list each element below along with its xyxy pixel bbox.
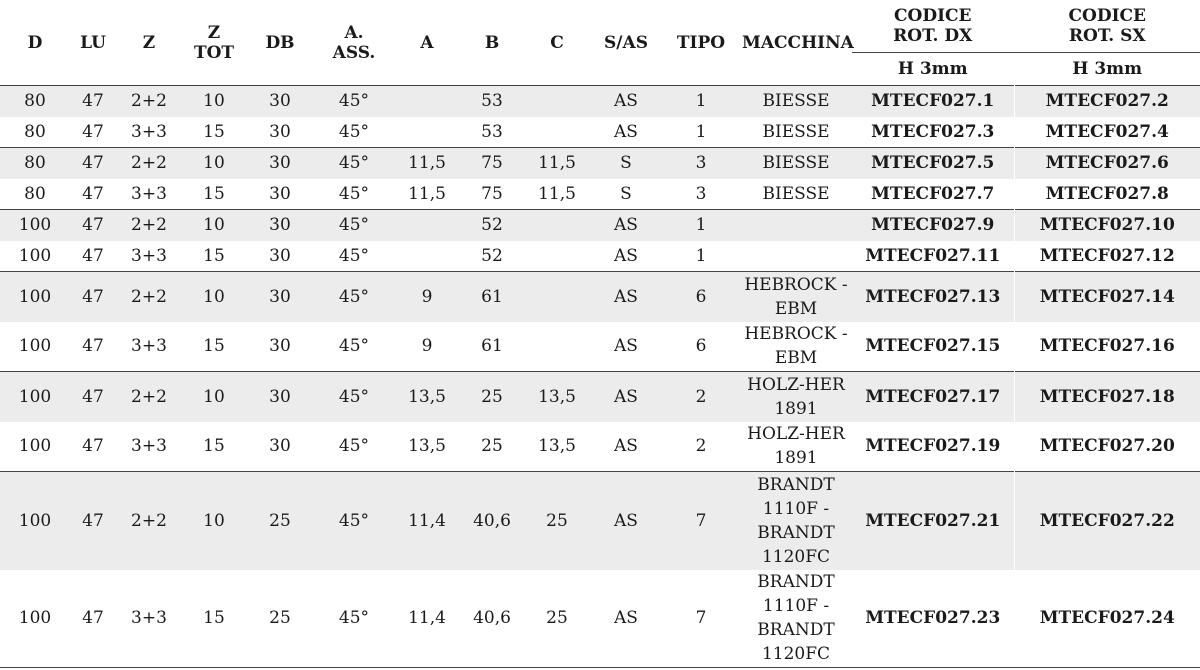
table-row [0, 272, 1200, 322]
cell-aass: 45° [314, 210, 394, 241]
cell-codice-sx: MTECF027.4 [1014, 117, 1200, 148]
header-codice-dx-line2: ROT. DX [893, 26, 973, 46]
cell-macchina [740, 422, 852, 472]
cell-codice-sx: MTECF027.2 [1014, 86, 1200, 117]
cell-tipo: 6 [662, 272, 740, 322]
header-codice-dx [852, 0, 1014, 53]
cell-tipo: 3 [662, 148, 740, 179]
cell-c [524, 86, 590, 117]
header-lu: LU [80, 32, 106, 53]
macchina-line: HOLZ-HER [747, 374, 845, 395]
cell-a: 9 [394, 272, 460, 322]
cell-a [394, 241, 460, 272]
cell-sas: S [590, 148, 662, 179]
cell-z: 3+3 [131, 436, 167, 457]
cell-lu: 47 [82, 121, 104, 142]
cell-sas: AS [614, 336, 638, 357]
cell-macchina [740, 570, 852, 668]
cell-z: 3+3 [131, 183, 167, 204]
macchina-line: BIESSE [762, 183, 830, 204]
cell-a [394, 86, 460, 117]
cell-c: 11,5 [538, 183, 576, 204]
cell-db: 30 [246, 86, 314, 117]
header-z-tot-line2: TOT [193, 42, 235, 63]
cell-aass: 45° [338, 183, 370, 204]
cell-db: 30 [246, 372, 314, 422]
cell-b: 52 [460, 210, 524, 241]
cell-z: 3+3 [116, 570, 182, 668]
header-c: C [550, 32, 564, 53]
cell-tipo: 2 [695, 436, 707, 457]
cell-tipo: 7 [662, 472, 740, 570]
cell-ztot: 15 [203, 436, 225, 457]
cell-codice-dx: MTECF027.17 [852, 372, 1014, 422]
cell-aass: 45° [314, 472, 394, 570]
cell-aass: 45° [314, 570, 394, 668]
header-a: A [420, 32, 434, 53]
cell-d: 100 [0, 210, 70, 241]
cell-tipo: 7 [662, 570, 740, 668]
cell-codice-sx: MTECF027.6 [1014, 148, 1200, 179]
macchina-line: 1110F - [762, 498, 830, 519]
cell-d: 100 [18, 245, 52, 266]
table-row [0, 210, 1200, 241]
cell-ztot: 10 [182, 86, 246, 117]
macchina-line: BRANDT [757, 474, 835, 495]
header-h-sx: H 3mm [1014, 53, 1200, 86]
cell-a [394, 210, 460, 241]
cell-db: 30 [269, 245, 291, 266]
header-z-tot [182, 0, 246, 86]
cell-d: 80 [24, 183, 46, 204]
cell-ztot: 15 [182, 570, 246, 668]
cell-lu: 47 [70, 210, 116, 241]
cell-macchina [740, 86, 852, 117]
cell-ztot: 10 [182, 372, 246, 422]
cell-macchina [740, 272, 852, 322]
cell-ztot: 15 [203, 183, 225, 204]
cell-db: 30 [269, 436, 291, 457]
header-a-ass-line1: A. [344, 22, 364, 43]
cell-z: 3+3 [131, 336, 167, 357]
header-a-ass-line2: ASS. [332, 42, 376, 63]
cell-a: 13,5 [408, 436, 446, 457]
cell-db: 30 [246, 210, 314, 241]
cell-ztot: 10 [182, 472, 246, 570]
cell-lu: 47 [70, 148, 116, 179]
table-row [0, 472, 1200, 570]
cell-b: 75 [460, 148, 524, 179]
cell-db: 30 [246, 148, 314, 179]
cell-ztot: 15 [203, 336, 225, 357]
cell-tipo: 6 [695, 336, 707, 357]
cell-lu: 47 [70, 472, 116, 570]
cell-db: 25 [246, 570, 314, 668]
cell-lu: 47 [70, 272, 116, 322]
cell-a: 13,5 [394, 372, 460, 422]
cell-db: 30 [269, 336, 291, 357]
cell-b: 25 [481, 436, 503, 457]
header-z-tot-line1: Z [207, 22, 221, 43]
macchina-line: 1110F - [762, 596, 830, 617]
cell-c: 11,5 [524, 148, 590, 179]
cell-b: 61 [481, 336, 503, 357]
cell-sas: S [620, 183, 632, 204]
macchina-line: HEBROCK - [744, 274, 848, 295]
cell-aass: 45° [314, 148, 394, 179]
header-z: Z [142, 32, 156, 53]
cell-codice-dx: MTECF027.3 [871, 121, 995, 142]
cell-a: 11,4 [394, 570, 460, 668]
cell-lu: 47 [70, 86, 116, 117]
header-codice-dx-line1: CODICE [893, 6, 972, 26]
cell-sas: AS [614, 121, 638, 142]
cell-codice-dx: MTECF027.15 [865, 336, 1001, 357]
macchina-line: 1120FC [761, 546, 831, 567]
cell-aass: 45° [314, 272, 394, 322]
cell-db: 25 [246, 472, 314, 570]
macchina-line: BIESSE [762, 153, 830, 174]
cell-codice-dx: MTECF027.11 [865, 245, 1001, 266]
cell-codice-dx: MTECF027.9 [852, 210, 1014, 241]
cell-codice-sx: MTECF027.22 [1014, 472, 1200, 570]
cell-a: 11,4 [394, 472, 460, 570]
cell-ztot: 15 [203, 245, 225, 266]
macchina-line: 1891 [774, 448, 818, 469]
macchina-line: BIESSE [762, 121, 830, 142]
cell-lu: 47 [70, 372, 116, 422]
cell-lu: 47 [82, 336, 104, 357]
cell-c [524, 272, 590, 322]
cell-macchina [740, 117, 852, 148]
cell-db: 30 [269, 121, 291, 142]
macchina-line: BRANDT [757, 522, 835, 543]
cell-a: 11,5 [394, 148, 460, 179]
cell-db: 30 [246, 272, 314, 322]
cell-z: 2+2 [116, 86, 182, 117]
header-b: B [484, 32, 500, 53]
cell-ztot: 10 [182, 272, 246, 322]
cell-sas: AS [590, 210, 662, 241]
cell-sas: AS [590, 86, 662, 117]
cell-macchina [740, 241, 852, 272]
cell-b: 75 [481, 183, 503, 204]
header-db: DB [265, 32, 295, 53]
cell-codice-sx: MTECF027.14 [1014, 272, 1200, 322]
table-row [0, 422, 1200, 472]
header-macchina: MACCHINA [742, 32, 854, 53]
cell-d: 100 [0, 372, 70, 422]
cell-c [524, 117, 590, 148]
cell-macchina [740, 372, 852, 422]
cell-a: 11,5 [408, 183, 446, 204]
macchina-line: HEBROCK - [744, 324, 848, 345]
cell-db: 30 [269, 183, 291, 204]
cell-aass: 45° [314, 86, 394, 117]
header-s-as: S/AS [604, 32, 648, 53]
cell-aass: 45° [338, 436, 370, 457]
cell-z: 3+3 [131, 245, 167, 266]
cell-codice-dx: MTECF027.23 [852, 570, 1014, 668]
cell-aass: 45° [338, 245, 370, 266]
cell-b: 40,6 [460, 472, 524, 570]
cell-z: 2+2 [116, 148, 182, 179]
table-row [0, 86, 1200, 117]
table-row [0, 179, 1200, 210]
cell-macchina [740, 322, 852, 372]
cell-d: 100 [18, 336, 52, 357]
table-body [0, 86, 1200, 668]
cell-c [524, 322, 590, 372]
cell-b: 25 [460, 372, 524, 422]
cell-b: 61 [460, 272, 524, 322]
cell-tipo: 1 [662, 210, 740, 241]
macchina-line: EBM [774, 348, 818, 369]
cell-sas: AS [590, 272, 662, 322]
cell-macchina [740, 148, 852, 179]
cell-d: 100 [0, 472, 70, 570]
macchina-line: 1120FC [761, 644, 831, 665]
table-row [0, 322, 1200, 372]
table-row [0, 570, 1200, 668]
cell-sas: AS [614, 245, 638, 266]
cell-codice-dx: MTECF027.21 [852, 472, 1014, 570]
cell-c [524, 241, 590, 272]
cell-codice-dx: MTECF027.1 [852, 86, 1014, 117]
table-row [0, 117, 1200, 148]
cell-codice-sx: MTECF027.20 [1014, 422, 1200, 472]
cell-lu: 47 [82, 183, 104, 204]
cell-codice-sx: MTECF027.18 [1014, 372, 1200, 422]
header-d: D [27, 32, 43, 53]
cell-c: 13,5 [538, 436, 576, 457]
cell-lu: 47 [82, 436, 104, 457]
cell-ztot: 10 [182, 148, 246, 179]
cell-b: 52 [481, 245, 503, 266]
cell-aass: 45° [338, 336, 370, 357]
cell-b: 40,6 [460, 570, 524, 668]
cell-codice-dx: MTECF027.5 [852, 148, 1014, 179]
header-codice-sx-line2: ROT. SX [1068, 26, 1146, 46]
macchina-line: HOLZ-HER [747, 424, 845, 445]
cell-z: 2+2 [116, 272, 182, 322]
header-a-ass [314, 0, 394, 86]
cell-a: 9 [421, 336, 433, 357]
cell-tipo: 1 [695, 121, 707, 142]
cell-ztot: 15 [203, 121, 225, 142]
table-row [0, 372, 1200, 422]
cell-codice-dx: MTECF027.7 [871, 183, 995, 204]
cell-aass: 45° [338, 121, 370, 142]
macchina-line: 1891 [774, 398, 818, 419]
cell-sas: AS [590, 570, 662, 668]
cell-d: 100 [18, 436, 52, 457]
cell-lu: 47 [82, 245, 104, 266]
cell-codice-dx: MTECF027.19 [865, 436, 1001, 457]
cell-tipo: 3 [695, 183, 707, 204]
cell-tipo: 2 [662, 372, 740, 422]
cell-c: 25 [524, 472, 590, 570]
cell-z: 2+2 [116, 372, 182, 422]
cell-b: 53 [481, 121, 503, 142]
cell-ztot: 10 [182, 210, 246, 241]
cell-c: 25 [524, 570, 590, 668]
cell-aass: 45° [314, 372, 394, 422]
cell-z: 3+3 [131, 121, 167, 142]
table-header [0, 0, 1200, 86]
cell-macchina [740, 472, 852, 570]
cell-codice-sx: MTECF027.10 [1014, 210, 1200, 241]
cell-z: 2+2 [116, 210, 182, 241]
cell-sas: AS [614, 436, 638, 457]
cell-b: 53 [460, 86, 524, 117]
cell-d: 80 [24, 121, 46, 142]
header-h-dx: H 3mm [897, 59, 968, 79]
header-codice-sx-line1: CODICE [1068, 6, 1147, 26]
cell-tipo: 1 [662, 86, 740, 117]
cell-d: 80 [0, 148, 70, 179]
cell-codice-dx: MTECF027.13 [852, 272, 1014, 322]
cell-d: 100 [0, 570, 70, 668]
cell-codice-sx: MTECF027.8 [1014, 179, 1200, 210]
cell-codice-sx: MTECF027.16 [1014, 322, 1200, 372]
cell-codice-sx: MTECF027.12 [1014, 241, 1200, 272]
cell-codice-sx: MTECF027.24 [1014, 570, 1200, 668]
macchina-line: BIESSE [762, 91, 830, 112]
header-tipo: TIPO [676, 32, 726, 53]
cell-sas: AS [590, 472, 662, 570]
macchina-line: BRANDT [757, 572, 835, 593]
cell-c [524, 210, 590, 241]
header-codice-sx [1014, 0, 1200, 53]
cell-macchina [740, 179, 852, 210]
cell-a [394, 117, 460, 148]
cell-d: 100 [0, 272, 70, 322]
cell-lu: 47 [70, 570, 116, 668]
cell-z: 2+2 [116, 472, 182, 570]
table-row [0, 241, 1200, 272]
cell-tipo: 1 [695, 245, 707, 266]
cell-sas: AS [590, 372, 662, 422]
macchina-line: EBM [774, 298, 818, 319]
cell-c: 13,5 [524, 372, 590, 422]
cell-macchina [740, 210, 852, 241]
cell-d: 80 [0, 86, 70, 117]
table-row [0, 148, 1200, 179]
macchina-line: BRANDT [757, 620, 835, 641]
